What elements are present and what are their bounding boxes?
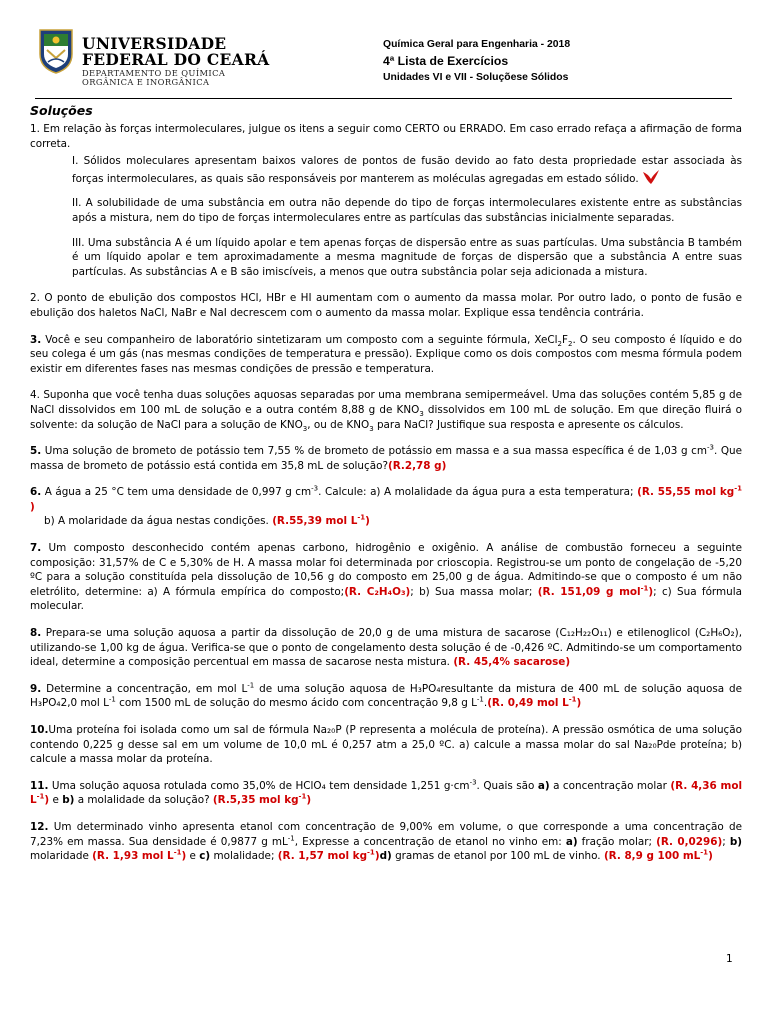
question-12: 12. Um determinado vinho apresenta etanol com concentração de 9,00% em volume, o que corresponde a uma concentração de 7,23% em massa. Sua densidade é 0,9877 g $mL^{-1}$, Expresse a concentração de etanol no vinho em: a) fração molar; (R. 0,0296); b) molaridade (R. 1,93 mol $L^{-1}$) e c) molalidade; (R. 1,57 mol $kg^{-1})d$) gramas de etanol por 100 mL de vinho. (R. 8,9 g 100 $mL^{-1}$)	[30, 820, 743, 863]
page-number: 1	[726, 953, 733, 965]
answer-6b: (R.55,39 mol $L^{-1}$)	[272, 514, 370, 528]
answer-5: (R.2,78 g)	[387, 459, 447, 472]
answer-12a: (R. 0,0296)	[656, 835, 723, 848]
university-shield-icon	[38, 28, 74, 74]
section-title: Soluções	[30, 103, 93, 118]
question-10: 10.Uma proteína foi isolada como um sal de fórmula Na₂₀P (P representa a molécula de proteína). A pressão osmótica de uma solução contendo 0,225 g desse sal em um volume de 10,0 mL é 0,257 atm a 25,0 ºC. a) calcule a massa molar do sal Na₂₀Pde proteína; b) calcule a massa molar da proteína.	[30, 724, 742, 766]
answer-12b: (R. 1,93 mol $L^{-1}$)	[92, 848, 187, 863]
university-logo	[36, 26, 270, 88]
question-6: 6. A água a 25 °C tem uma densidade de 0,997 g $cm^{-3}$. Calcule: a) A molalidade da água pura a esta temperatura; (R. 55,55 mol $kg^{-1}$ ) b) A molaridade da água nestas condições. (R.55,39 mol $L^{-1}$)	[30, 484, 742, 528]
answer-12c: (R. 1,57 mol $kg^{-1}$)	[277, 848, 380, 863]
exercise-list	[30, 122, 742, 873]
question-1: 1. Em relação às forças intermoleculares, julgue os itens a seguir como CERTO ou ERRADO. Em caso errado refaça a afirmação de forma correta.	[30, 123, 742, 150]
question-3: 3. Você e seu companheiro de laboratório sintetizaram um composto com a seguinte fórmula, $XeCl_2F_2$. O seu composto é líquido e do seu colega é um gás (nas mesmas condições de temperatura e pressão). Explique como os dois compostos com mesma fórmula podem existir em diferentes fases nas mesmas condições de pressão e temperatura.	[30, 333, 743, 375]
answer-11b: (R.5,35 mol $kg^{-1}$)	[212, 792, 312, 807]
answer-11a: (R. 4,36 mol $L^{-1}$)	[30, 779, 743, 807]
header-divider	[35, 98, 732, 99]
question-9: 9. Determine a concentração, em mol $L^{-1}$ de uma solução aquosa de H₃PO₄resultante da mistura de 400 mL de solução aquosa de H₃PO₄2,0 mol $L^{-1}$ com 1500 mL de solução do mesmo ácido com concentração 9,8 g $L^{-1}.(R$. 0,49 mol $L^{-1}$)	[30, 681, 742, 710]
answer-6a: (R. 55,55 mol $kg^{-1}$ )	[30, 484, 742, 513]
answer-12d: (R. 8,9 g 100 $mL^{-1}$)	[603, 848, 713, 863]
department-line1: DEPARTAMENTO DE QUÍMICA	[82, 68, 226, 78]
question-2: 2. O ponto de ebulição dos compostos HCl, HBr e HI aumentam com o aumento da massa molar. Por outro lado, o ponto de fusão e ebulição dos haletos NaCl, NaBr e NaI decrescem com o aumento da massa molar. Explique essa tendência contrária.	[30, 292, 742, 319]
course-title: Química Geral para Engenharia - 2018	[383, 39, 571, 50]
department-line2: ORGÂNICA E INORGÂNICA	[82, 77, 210, 87]
units-title: Unidades VI e VII - Soluçõese Sólidos	[383, 72, 569, 83]
question-1-item-3: III. Uma substância A é um líquido apolar e tem apenas forças de dispersão entre as suas partículas. Uma substância B também é um líquido apolar e tem aproximadamente a mesma magnitude de forças de dispersão que a substância A entre suas partículas. As substâncias A e B são imiscíveis, a menos que outra substância polar seja adicionada a mistura.	[72, 236, 742, 278]
answer-9: (R. 0,49 mol $L^{-1}$)	[487, 695, 582, 710]
question-5: 5. Uma solução de brometo de potássio tem 7,55 % de brometo de potássio em massa e a sua massa específica é de 1,03 g $cm^{-3}$. Que massa de brometo de potássio está contida em 35,8 mL de solução?(R.2,78 g)	[30, 443, 742, 472]
list-title: 4ª Lista de Exercícios	[383, 54, 509, 68]
question-1-item-2: II. A solubilidade de uma substância em outra não depende do tipo de forças intermoleculares existente entre as substâncias após a mistura, nem do tipo de forças intermoleculares entre as partículas das substâncias inicialmente separadas.	[72, 197, 742, 224]
question-8: 8. Prepara-se uma solução aquosa a partir da dissolução de 20,0 g de uma mistura de sacarose (C₁₂H₂₂O₁₁) e etilenoglicol (C₂H₆O₂), utilizando-se 1,00 kg de água. Verifica-se que o ponto de congelamento desta solução é de -0,426 ºC. Admitindo-se um comportamento ideal, determine a composição percentual em massa de sacarose nesta mistura. (R. 45,4% sacarose)	[30, 627, 742, 669]
answer-7a: (R. C₂H₄O₃)	[344, 585, 411, 598]
question-4: 4. Suponha que você tenha duas soluções aquosas separadas por uma membrana semipermeável. Uma das soluções contém 5,85 g de NaCl dissolvidos em 100 mL de solução e a outra contém 8,88 g de $KNO_3$ dissolvidos em 100 mL de solução. Em que direção fluirá o solvente: da solução de NaCl para a solução de $KNO_3$, ou de $KNO_3$ para NaCl? Justifique sua resposta e apresente os cálculos.	[30, 389, 742, 433]
question-1-item-1: I. Sólidos moleculares apresentam baixos valores de pontos de fusão devido ao fato desta propriedade estar associada às forças intermoleculares, as quais são responsáveis por manterem as moléculas agregadas em estado sólido.	[72, 155, 742, 185]
answer-7b: (R. 151,09 g mol$^{-1}$)	[537, 584, 654, 598]
university-name-line1: UNIVERSIDADE	[82, 34, 227, 53]
heart-mark-icon	[641, 169, 661, 185]
answer-8: (R. 45,4% sacarose)	[453, 656, 571, 669]
question-11: 11. Uma solução aquosa rotulada como 35,0% de HClO₄ tem densidade 1,251 $g\cdot cm^{-3}$. Quais são a) a concentração molar (R. 4,36 mol $L^{-1}$) e b) a molalidade da solução? (R.5,35 mol $kg^{-1}$)	[30, 778, 743, 807]
university-name-line2: FEDERAL DO CEARÁ	[82, 50, 270, 69]
question-7: 7. Um composto desconhecido contém apenas carbono, hidrogênio e oxigênio. A análise de combustão forneceu a seguinte composição: 31,57% de C e 5,30% de H. A massa molar foi determinada por crioscopia. Registrou-se um ponto de congelação de -5,20 ºC para a solução constituída pela dissolução de 10,56 g do composto em 25,00 g de água. Admitindo-se que o composto é um não eletrólito, determine: a) A fórmula empírica do composto;(R. C₂H₄O₃); b) Sua massa molar; (R. 151,09 g mol$^{-1}$); c) Sua fórmula molecular.	[30, 542, 742, 613]
